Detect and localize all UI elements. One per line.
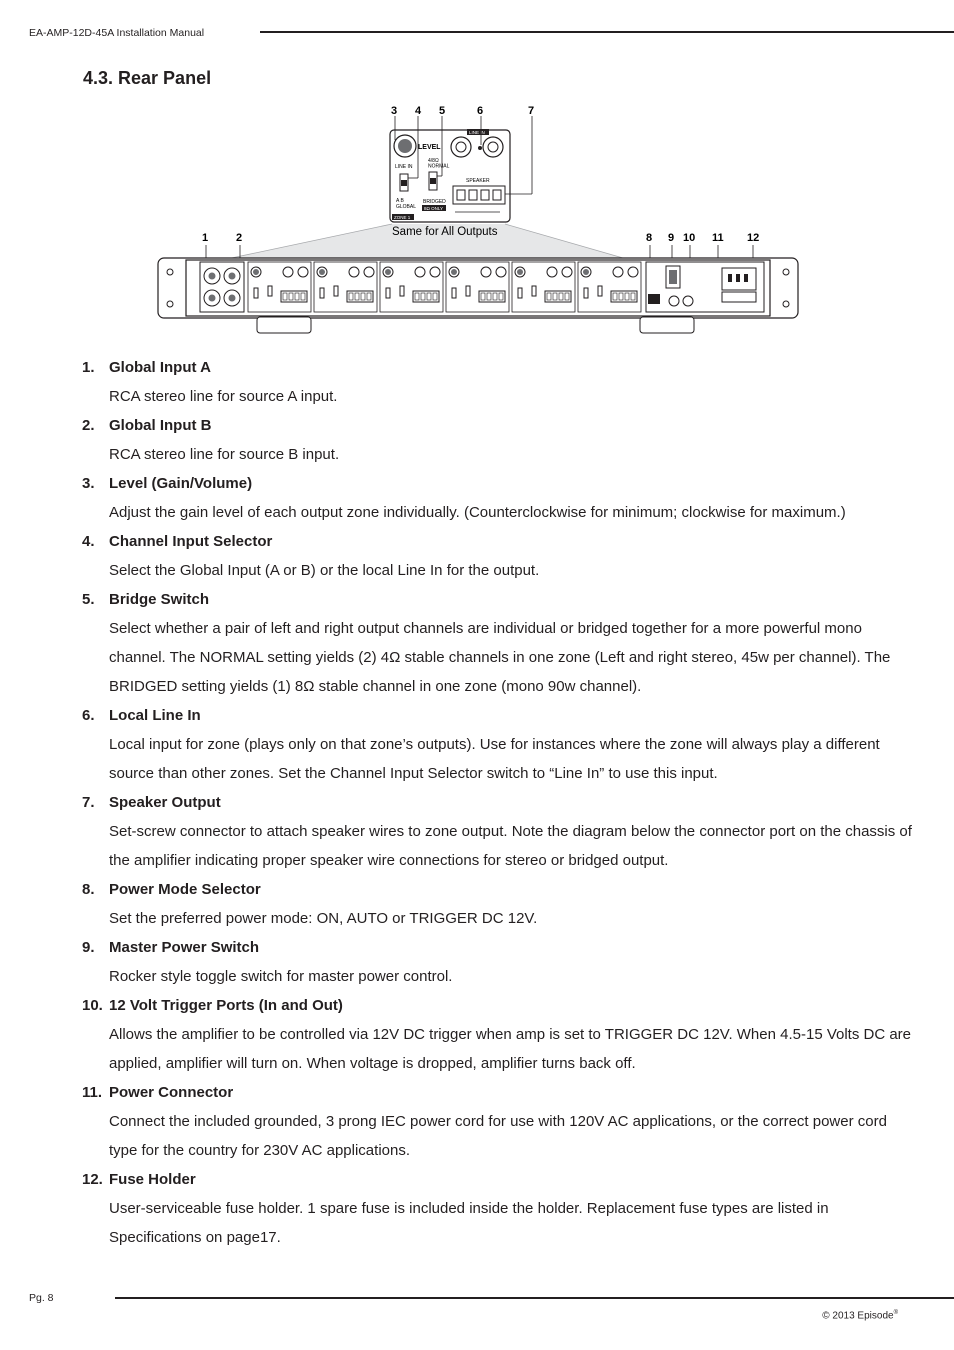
zoom-line-in-switch: LINE IN [395,164,413,170]
item-number: 11. [82,1084,103,1101]
item-description: Allows the amplifier to be controlled via 12V DC trigger when amp is set to TRIGGER DC 12V. When 4.5-15 Volts DC are applied, amplifier will turn on. When voltage is dropped, amplifier turns back off. [109,1026,912,1072]
zone-module [512,262,575,312]
callout-5: 5 [439,105,446,117]
item-number: 6. [82,707,95,724]
callout-10: 10 [683,232,696,244]
callout-4: 4 [415,105,422,117]
item-heading [82,469,912,498]
zone-module [380,262,443,312]
item-description: Rocker style toggle switch for master power control. [109,968,453,985]
copyright [822,1310,898,1321]
item-title: Local Line In [109,707,201,724]
item-title: Global Input A [109,359,211,376]
callout-12: 12 [747,232,760,244]
item-description: Select the Global Input (A or B) or the local Line In for the output. [109,562,540,579]
zone-module [446,262,509,312]
list-item [82,411,912,469]
section-title: 4.3. Rear Panel [83,68,212,88]
item-title: Power Connector [109,1084,234,1101]
item-description: Connect the included grounded, 3 prong IEC power cord for use with 120V AC applications, or the correct power cord type for the country for 230V AC applications. [109,1113,887,1159]
item-number: 3. [82,475,95,492]
zone-module [248,262,311,312]
item-heading [82,875,912,904]
item-description: User-serviceable fuse holder. 1 spare fuse is included inside the holder. Replacement fuse types are listed in Specifications on page17. [109,1200,829,1246]
callout-1: 1 [202,232,209,244]
header-title: EA-AMP-12D-45A Installation Manual [29,27,205,39]
item-number: 5. [82,591,95,608]
item-description: Adjust the gain level of each output zone individually. (Counterclockwise for minimum; clockwise for maximum.) [109,504,846,521]
item-title: Fuse Holder [109,1171,196,1188]
item-title: Power Mode Selector [109,881,261,898]
item-heading [82,933,912,962]
trigger-in [669,296,679,306]
list-item [82,933,912,991]
item-description: Local input for zone (plays only on that zone’s outputs). Use for instances where the zone will always play a different source than other zones. Set the Channel Input Selector switch to “Line In” to use this input. [109,736,880,782]
item-title: Channel Input Selector [109,533,273,550]
item-heading [82,585,912,614]
foot-left [257,317,311,333]
trigger-out [683,296,693,306]
list-item [82,875,912,933]
callout-8: 8 [646,232,653,244]
item-number: 12. [82,1171,103,1188]
item-description: Select whether a pair of left and right output channels are individual or bridged together for a more powerful mono channel. The NORMAL setting yields (2) 4Ω stable channels in one zone (Left and right stereo, 45w per channel). The BRIDGED setting yields (1) 8Ω stable channel in one zone (mono 90w channel). [109,620,891,695]
item-description: Set the preferred power mode: ON, AUTO or TRIGGER DC 12V. [109,910,538,927]
zone-module [578,262,641,312]
item-title: Level (Gain/Volume) [109,475,253,492]
zoom-ab: A B [396,198,404,204]
zoom-level-label: LEVEL [418,144,441,151]
item-heading [82,527,912,556]
list-item [82,353,912,411]
copyright-text: © 2013 Episode [822,1310,894,1322]
item-heading [82,788,912,817]
callout-2: 2 [236,232,243,244]
callout-6: 6 [477,105,484,117]
item-number: 7. [82,794,95,811]
footer-rule [115,1297,954,1299]
list-item [82,1078,912,1165]
list-item [82,527,912,585]
item-heading [82,411,912,440]
item-number: 8. [82,881,95,898]
list-item [82,1165,912,1252]
zoom-line-in-top: LINE IN [469,130,485,135]
item-number: 1. [82,359,95,376]
item-number: 2. [82,417,95,434]
item-title: Bridge Switch [109,591,210,608]
foot-right [640,317,694,333]
item-heading [82,701,912,730]
item-title: Master Power Switch [109,939,260,956]
item-heading [82,1078,912,1107]
fuse-holder [722,292,756,302]
zoom-global: GLOBAL [396,204,417,210]
item-heading [82,991,912,1020]
level-knob-zoom-inner [398,139,412,153]
zoom-speaker: SPEAKER [466,178,490,184]
item-heading [82,353,912,382]
zone-module [314,262,377,312]
zoom-ohm-only: 8Ω ONLY [424,206,444,211]
list-item [82,701,912,788]
feature-list [82,353,912,1252]
callout-3: 3 [391,105,398,117]
callout-9: 9 [668,232,675,244]
rear-panel-diagram [150,96,810,346]
item-description: RCA stereo line for source A input. [109,388,338,405]
item-heading [82,1165,912,1194]
header-rule [260,31,954,33]
item-title: Global Input B [109,417,212,434]
amplifier-rear-panel [158,258,798,333]
page-number: Pg. 8 [29,1292,54,1304]
list-item [82,991,912,1078]
zoom-normal: 4/8Ω NORMAL [428,158,450,170]
zoom-zone: ZONE 1 [394,215,411,220]
power-mode-selector [648,294,660,304]
item-title: Speaker Output [109,794,221,811]
list-item [82,788,912,875]
callout-11: 11 [712,232,724,244]
figure-caption: Same for All Outputs [392,226,498,238]
item-description: RCA stereo line for source B input. [109,446,340,463]
item-number: 9. [82,939,95,956]
trademark-mark: ® [893,1310,898,1316]
item-number: 10. [82,997,103,1014]
item-description: Set-screw connector to attach speaker wires to zone output. Note the diagram below the connector port on the chassis of the amplifier indicating proper speaker wire connections for stereo or bridged output. [109,823,912,869]
zoom-bridged: BRIDGED [423,199,446,205]
list-item [82,585,912,701]
list-item [82,469,912,527]
item-title: 12 Volt Trigger Ports (In and Out) [109,997,343,1014]
global-inputs [200,262,244,312]
callout-7: 7 [528,105,535,117]
zoom-inset [390,129,510,222]
power-section [646,262,764,312]
item-number: 4. [82,533,95,550]
